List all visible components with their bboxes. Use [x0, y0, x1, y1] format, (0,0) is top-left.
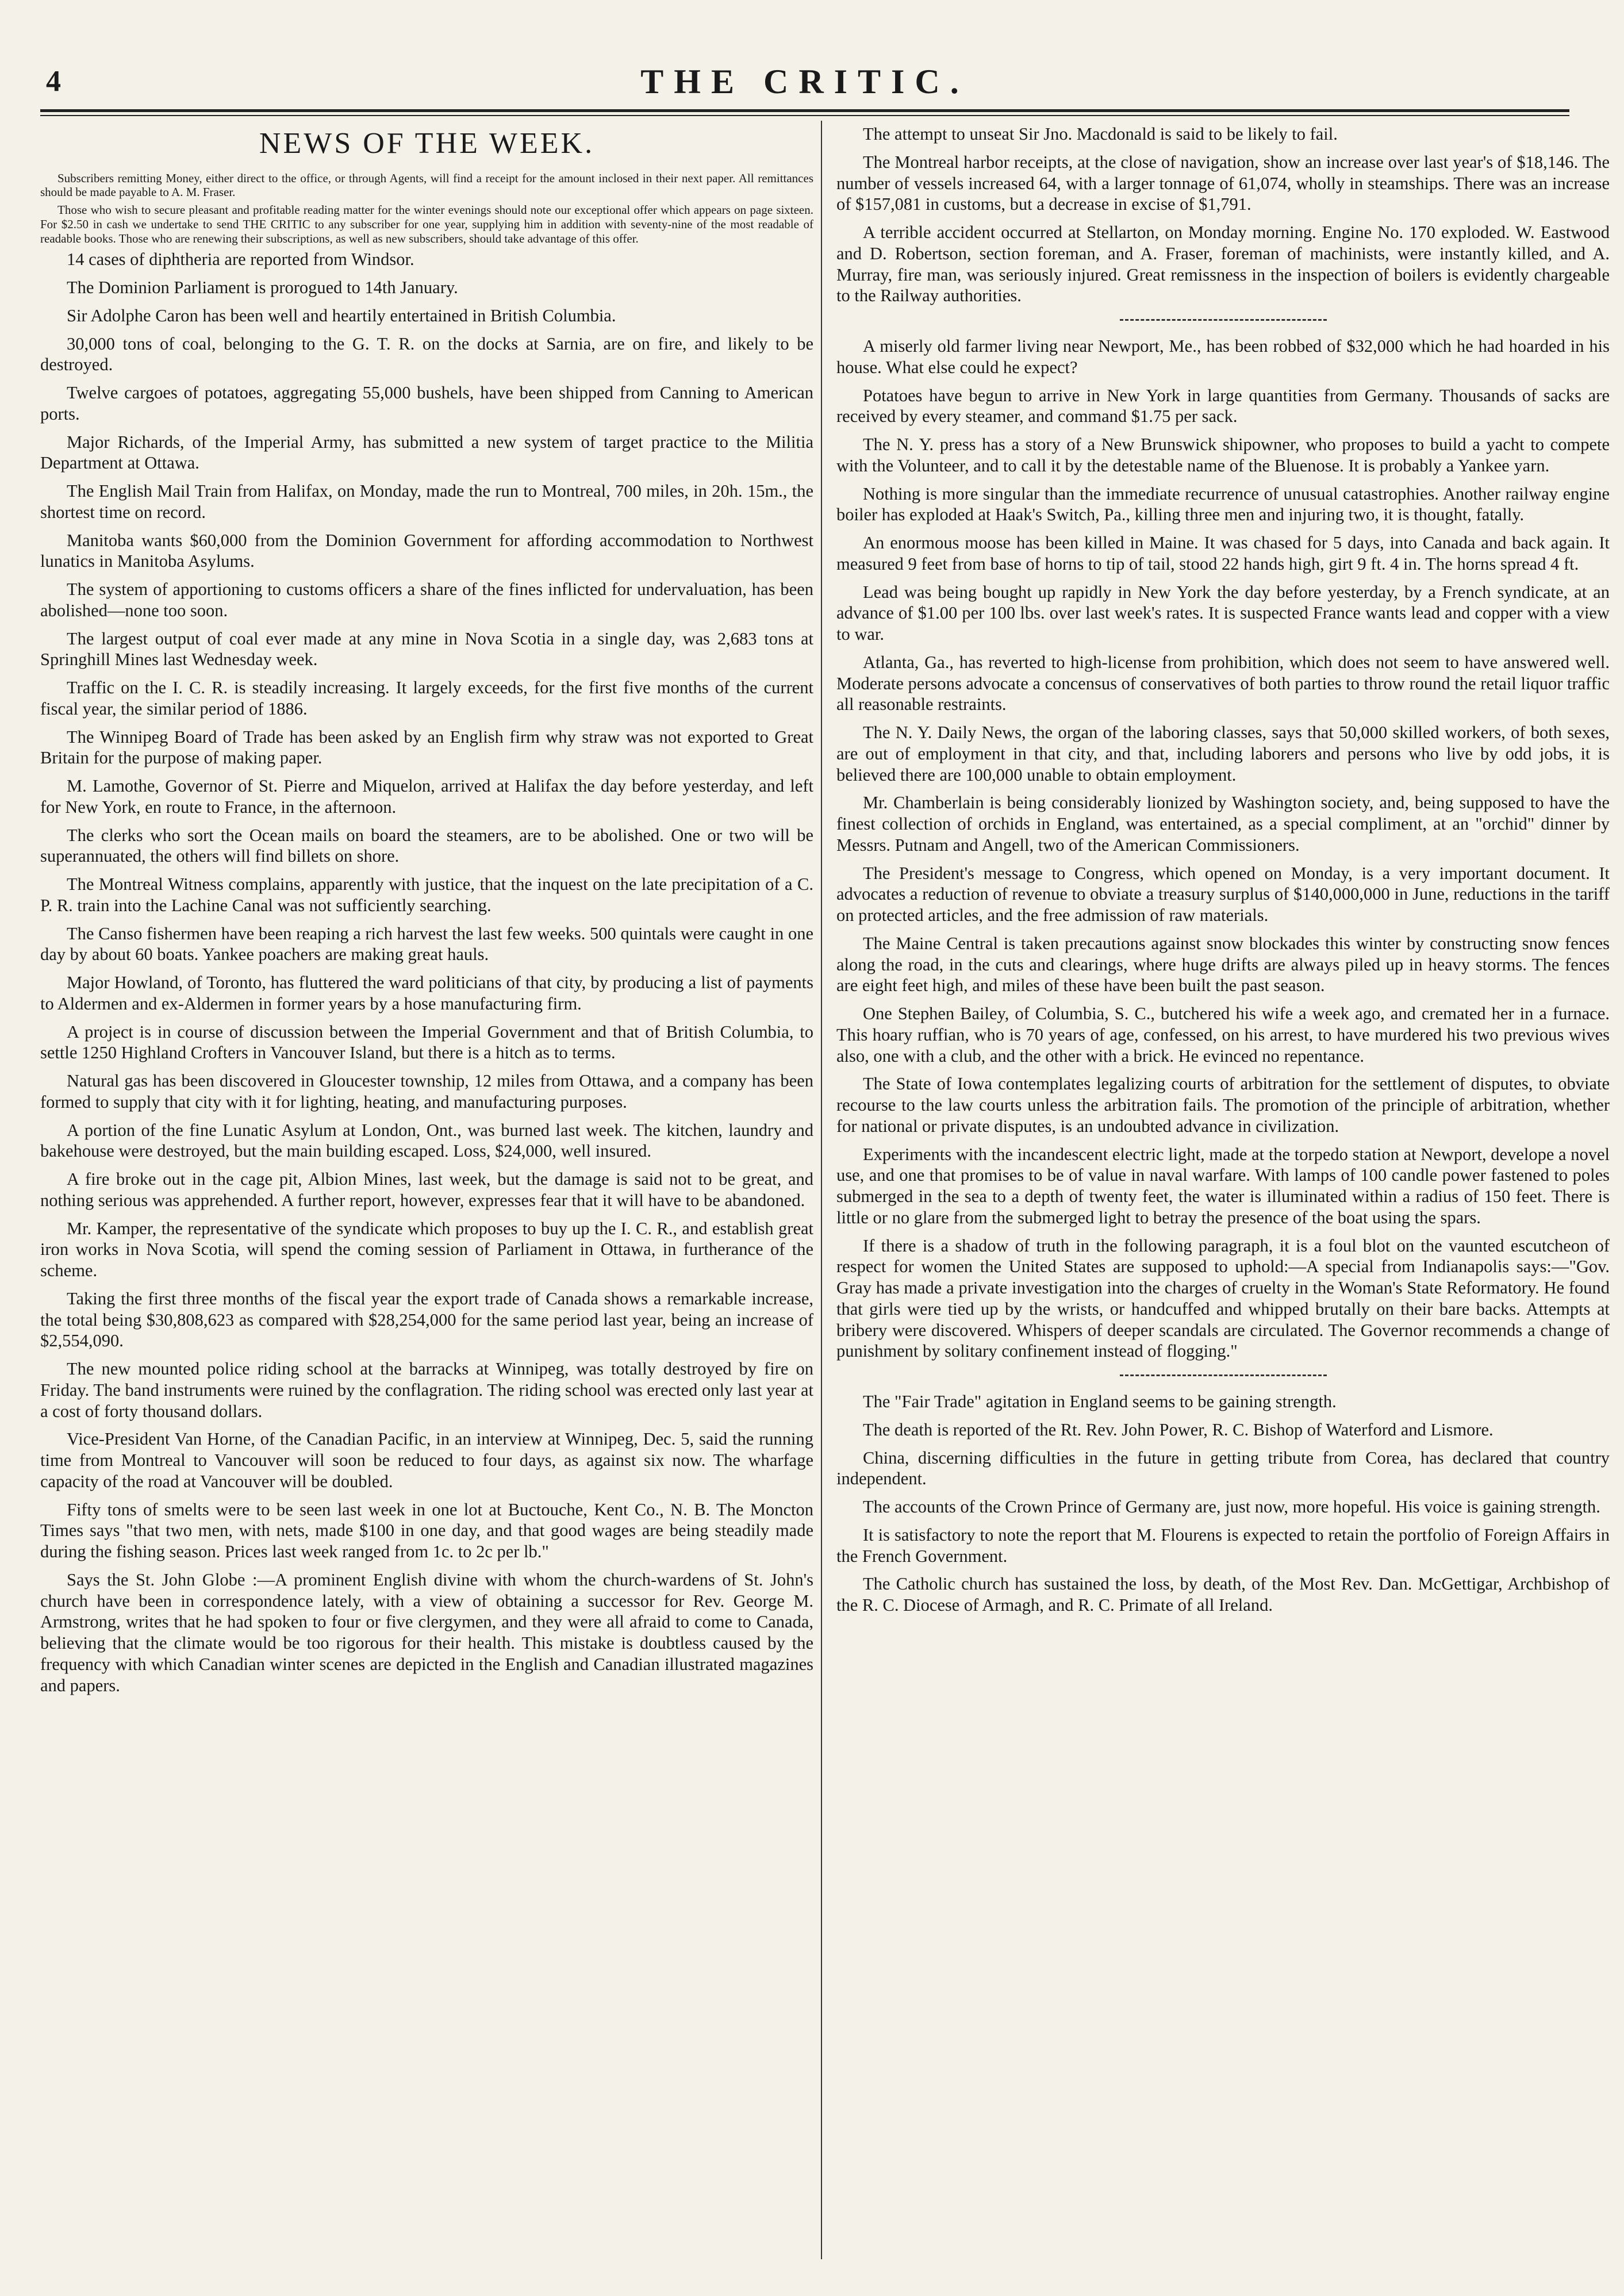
news-item: The death is reported of the Rt. Rev. John Power, R. C. Bishop of Waterford and Lismore.: [863, 1419, 1494, 1439]
news-item: The "Fair Trade" agitation in England seems to be gaining strength.: [863, 1392, 1337, 1411]
news-item: A project is in course of discussion between the Imperial Government and that of British Columbia, to settle 1250 Highland Crofters in Vancouver Island, but there is a hitch as to terms.: [40, 1022, 813, 1063]
news-item: Mr. Chamberlain is being considerably lionized by Washington society, and, being supposed to have the finest collection of orchids in England, was entertained, as a special compliment, at an "orchid" dinner by Messrs. Putnam and Angell, two of the American Commissioners.: [836, 793, 1610, 855]
subscriber-notices: [40, 171, 813, 246]
news-item: Manitoba wants $60,000 from the Dominion Government for affording accommodation to Northwest lunatics in Manitoba Asylums.: [40, 530, 813, 571]
news-item: The Canso fishermen have been reaping a rich harvest the last few weeks. 500 quintals were caught in one day by about 60 boats. Yankee poachers are making great hauls.: [40, 923, 813, 965]
news-item: The largest output of coal ever made at any mine in Nova Scotia in a single day, was 2,683 tons at Springhill Mines last Wednesday week.: [40, 628, 813, 670]
news-item: Natural gas has been discovered in Gloucester township, 12 miles from Ottawa, and a company has been formed to supply that city with it for lighting, heating, and manufacturing purposes.: [40, 1071, 813, 1112]
news-item: Experiments with the incandescent electric light, made at the torpedo station at Newport, develope a novel use, and one that promises to be of value in naval warfare. With lamps of 100 candle power fastened to poles submerged in the sea to a depth of twenty feet, the water is illuminated within a radius of 150 feet. There is little or no glare from the submerged light to betray the presence of the boat using the spars.: [836, 1144, 1610, 1227]
news-item: The President's message to Congress, which opened on Monday, is a very important document. It advocates a reduction of revenue to obviate a treasury surplus of $140,000,000 in June, reductions in the tariff on protected articles, and the free admission of raw materials.: [836, 863, 1610, 925]
news-item: The system of apportioning to customs officers a share of the fines inflicted for undervaluation, has been abolished—none too soon.: [40, 579, 813, 620]
news-item: A portion of the fine Lunatic Asylum at London, Ont., was burned last week. The kitchen, laundry and bakehouse were destroyed, but the main building escaped. Loss, $24,000, well insured.: [40, 1120, 813, 1161]
news-item: It is satisfactory to note the report that M. Flourens is expected to retain the portfolio of Foreign Affairs in the French Government.: [836, 1525, 1610, 1566]
left-news-items: [40, 249, 813, 1696]
news-item: A miserly old farmer living near Newport, Me., has been robbed of $32,000 which he had hoarded in his house. What else could he expect?: [836, 336, 1610, 377]
news-item: Atlanta, Ga., has reverted to high-license from prohibition, which does not seem to have answered well. Moderate persons advocate a concensus of conservatives of both parties to throw round the retail liquor traffic all reasonable restraints.: [836, 652, 1610, 715]
right-news-group-b: [836, 336, 1610, 1362]
news-item: M. Lamothe, Governor of St. Pierre and Miquelon, arrived at Halifax the day before yesterday, and left for New York, en route to France, in the afternoon.: [40, 776, 813, 817]
right-news-group-a: [836, 124, 1610, 306]
header-rule: [40, 109, 1569, 112]
header-rule-thin: [40, 115, 1569, 116]
news-item: Mr. Kamper, the representative of the syndicate which proposes to buy up the I. C. R., and establish great iron works in Nova Scotia, will spend the coming session of Parliament in Ottawa, in furtherance of the scheme.: [40, 1218, 813, 1281]
news-item: Fifty tons of smelts were to be seen last week in one lot at Buctouche, Kent Co., N. B. The Moncton Times says "that two men, with nets, made $100 in one day, and that good wages are being steadily made during the fishing season. Prices last week ranged from 1c. to 2c per lb.": [40, 1499, 813, 1562]
news-item: A terrible accident occurred at Stellarton, on Monday morning. Engine No. 170 exploded. W. Eastwood and D. Robertson, section foreman, and A. Fraser, foreman of machinists, were instantly killed, and A. Murray, fire man, was seriously injured. Great remissness in the inspection of boilers is evidently chargeable to the Railway authorities.: [836, 222, 1610, 306]
news-item: The Winnipeg Board of Trade has been asked by an English firm why straw was not exported to Great Britain for the purpose of making paper.: [40, 727, 813, 768]
news-item: The clerks who sort the Ocean mails on board the steamers, are to be abolished. One or two will be superannuated, the others will find billets on shore.: [40, 825, 813, 866]
subscriber-notice: Those who wish to secure pleasant and profitable reading matter for the winter evenings should note our exceptional offer which appears on page sixteen. For $2.50 in cash we undertake to send THE CRITIC to any subscriber for one year, supplying him in addition with seventy-nine of the most readable of readable books. Those who are renewing their subscriptions, as well as new subscribers, should take advantage of this offer.: [40, 203, 813, 245]
column-separator: [821, 121, 822, 2259]
news-item: Potatoes have begun to arrive in New York in large quantities from Germany. Thousands of sacks are received by every steamer, and command $1.75 per sack.: [836, 385, 1610, 427]
news-item: The State of Iowa contemplates legalizing courts of arbitration for the settlement of disputes, to obviate recourse to the law courts unless the arbitration fails. The promotion of the principle of arbitration, whether for national or private disputes, is an undoubted advance in civilization.: [836, 1074, 1610, 1136]
news-item: The English Mail Train from Halifax, on Monday, made the run to Montreal, 700 miles, in 20h. 15m., the shortest time on record.: [40, 481, 813, 522]
news-item: Traffic on the I. C. R. is steadily increasing. It largely exceeds, for the first five months of the current fiscal year, the similar period of 1886.: [40, 678, 813, 719]
news-item: The Catholic church has sustained the loss, by death, of the Most Rev. Dan. McGettigar, Archbishop of the R. C. Diocese of Armagh, and R. C. Primate of all Ireland.: [836, 1574, 1610, 1615]
right-news-group-c: [836, 1391, 1610, 1616]
news-item: Says the St. John Globe :—A prominent English divine with whom the church-wardens of St. John's church have been in correspondence lately, with a view of obtaining a successor for Rev. George M. Armstrong, writes that he had spoken to four or five clergymen, and they were all afraid to come to Canada, believing that the climate would be too rigorous for their health. This mistake is doubtless caused by the frequency with which Canadian winter scenes are depicted in the English and Canadian illustrated magazines and papers.: [40, 1569, 813, 1695]
news-item: If there is a shadow of truth in the following paragraph, it is a foul blot on the vaunted escutcheon of respect for women the United States are supposed to uphold:—A special from Indianapolis says:—"Gov. Gray has made a private investigation into the charges of cruelty in the Woman's State Reformatory. He found that girls were tied up by the wrists, or handcuffed and whipped brutally on their bare backs. Attempts at bribery were discovered. Whispers of deeper scandals are circulated. The Governor recommends a change of punishment by solitary confinement instead of flogging.": [836, 1235, 1610, 1361]
page-number: 4: [46, 65, 61, 98]
news-item: The accounts of the Crown Prince of Germany are, just now, more hopeful. His voice is gaining strength.: [863, 1497, 1600, 1516]
news-item: The Montreal Witness complains, apparently with justice, that the inquest on the late precipitation of a C. P. R. train into the Lachine Canal was not sufficiently searching.: [40, 874, 813, 915]
news-item: The N. Y. Daily News, the organ of the laboring classes, says that 50,000 skilled workers, of both sexes, are out of employment in that city, and that, including laborers and persons who live by odd jobs, it is believed there are 100,000 unable to obtain employment.: [836, 723, 1610, 785]
masthead-title: THE CRITIC.: [640, 63, 969, 101]
news-item: The attempt to unseat Sir Jno. Macdonald is said to be likely to fail.: [863, 124, 1338, 144]
page-header: [40, 57, 1569, 109]
news-item: The Montreal harbor receipts, at the close of navigation, show an increase over last year's of $18,146. The number of vessels increased 64, with a larger tonnage of 61,074, wholly in steamships. There was an increase of $157,081 in customs, but a decrease in excise of $1,791.: [836, 152, 1610, 214]
news-item: Major Richards, of the Imperial Army, has submitted a new system of target practice to the Militia Department at Ottawa.: [40, 432, 813, 473]
news-item: Nothing is more singular than the immediate recurrence of unusual catastrophies. Another railway engine boiler has exploded at Haak's Switch, Pa., killing three men and injuring two, it is thought, fatally.: [836, 483, 1610, 525]
news-item: A fire broke out in the cage pit, Albion Mines, last week, but the damage is said not to be great, and nothing serious was apprehended. A further report, however, expresses fear that it will have to be abandoned.: [40, 1169, 813, 1210]
news-item: Lead was being bought up rapidly in New York the day before yesterday, by a French syndicate, at an advance of $1.00 per 100 lbs. over last week's rates. It is suspected France wants lead and copper with a view to war.: [836, 582, 1610, 644]
news-item: Taking the first three months of the fiscal year the export trade of Canada shows a remarkable increase, the total being $30,808,623 as compared with $28,254,000 for the same period last year, being an increase of $2,554,090.: [40, 1288, 813, 1351]
news-item: Vice-President Van Horne, of the Canadian Pacific, in an interview at Winnipeg, Dec. 5, said the running time from Montreal to Vancouver will soon be reduced to four days, as against six now. The wharfage capacity of the road at Vancouver will be doubled.: [40, 1429, 813, 1491]
right-column: [836, 124, 1610, 1623]
news-item: The Dominion Parliament is prorogued to 14th January.: [67, 278, 458, 298]
left-column: [40, 124, 813, 1703]
news-item: 14 cases of diphtheria are reported from Windsor.: [67, 249, 414, 270]
news-item: China, discerning difficulties in the future in getting tribute from Corea, has declared that country independent.: [836, 1448, 1610, 1489]
news-item: Twelve cargoes of potatoes, aggregating 55,000 bushels, have been shipped from Canning to American ports.: [40, 383, 813, 424]
news-item: Sir Adolphe Caron has been well and heartily entertained in British Columbia.: [67, 305, 616, 325]
news-item: One Stephen Bailey, of Columbia, S. C., butchered his wife a week ago, and cremated her in a furnace. This hoary ruffian, who is 70 years of age, confessed, on his arrest, to have murdered his two previous wives also, one with a club, and the other with a brick. He evinced no repentance.: [836, 1004, 1610, 1066]
section-divider: [1120, 1374, 1327, 1376]
news-item: The Maine Central is taken precautions against snow blockades this winter by constructing snow fences along the road, in the cuts and clearings, where huge drifts are always piled up in heavy storms. The fences are eight feet high, and miles of these have been built the past season.: [836, 933, 1610, 996]
news-item: Major Howland, of Toronto, has fluttered the ward politicians of that city, by producing a list of payments to Aldermen and ex-Aldermen in former years by a hose manufacturing firm.: [40, 973, 813, 1013]
news-item: The new mounted police riding school at the barracks at Winnipeg, was totally destroyed by fire on Friday. The band instruments were ruined by the conflagration. The riding school was erected only last year at a cost of forty thousand dollars.: [40, 1359, 813, 1421]
subscriber-notice: Subscribers remitting Money, either direct to the office, or through Agents, will find a receipt for the amount inclosed in their next paper. All remittances should be made payable to A. M. Fraser.: [40, 171, 813, 199]
news-item: An enormous moose has been killed in Maine. It was chased for 5 days, into Canada and back again. It measured 9 feet from base of horns to tip of tail, stood 22 hands high, girt 9 ft. 4 in. The horns spread 4 ft.: [836, 533, 1610, 574]
section-divider: [1120, 319, 1327, 321]
news-item: The N. Y. press has a story of a New Brunswick shipowner, who proposes to build a yacht to compete with the Volunteer, and to call it by the detestable name of the Bluenose. It is probably a Yankee yarn.: [836, 435, 1610, 475]
news-item: 30,000 tons of coal, belonging to the G. T. R. on the docks at Sarnia, are on fire, and likely to be destroyed.: [40, 333, 813, 375]
section-title: NEWS OF THE WEEK.: [259, 127, 595, 160]
